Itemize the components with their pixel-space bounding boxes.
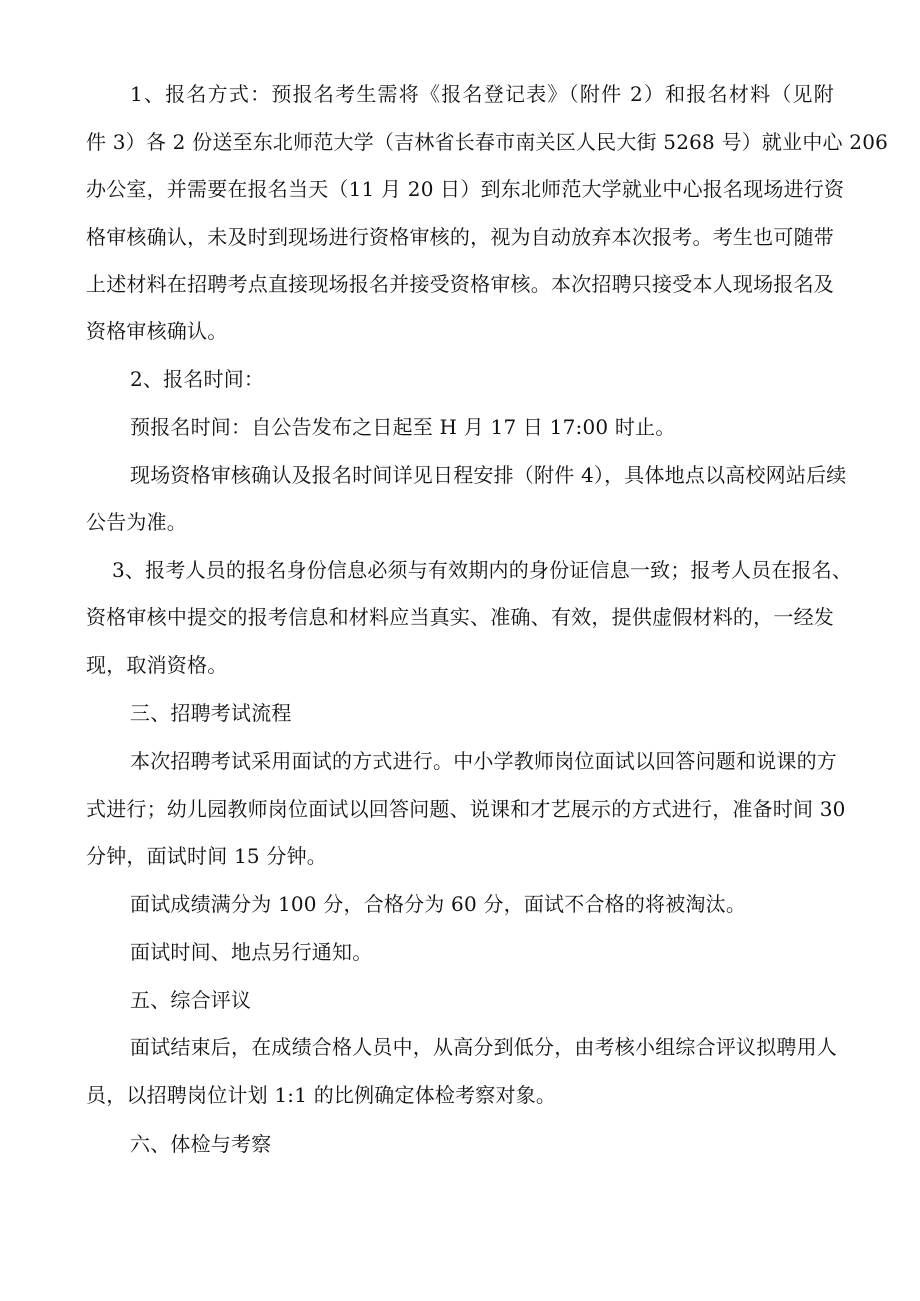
text-line: 面试成绩满分为 100 分，合格分为 60 分，面试不合格的将被淘汰。: [130, 892, 747, 916]
text-line: 资格审核确认。: [86, 319, 228, 343]
text-line: 件 3）各 2 份送至东北师范大学（吉林省长春市南关区人民大街 5268 号）就业中心 206: [86, 130, 889, 154]
text-line: 现场资格审核确认及报名时间详见日程安排（附件 4），具体地点以高校网站后续: [130, 463, 847, 487]
text-line: 员，以招聘岗位计划 1:1 的比例确定体检考察对象。: [86, 1083, 557, 1107]
section-heading: 六、体检与考察: [130, 1132, 272, 1156]
section-heading: 三、招聘考试流程: [130, 701, 292, 725]
text-line: 公告为准。: [86, 510, 187, 534]
text-line: 面试时间、地点另行通知。: [130, 940, 373, 964]
text-line: 现，取消资格。: [86, 653, 228, 677]
text-line: 预报名时间：自公告发布之日起至 H 月 17 日 17:00 时止。: [130, 415, 676, 439]
text-line: 1、报名方式：预报名考生需将《报名登记表》（附件 2）和报名材料（见附: [130, 82, 834, 106]
text-line: 格审核确认，未及时到现场进行资格审核的，视为自动放弃本次报考。考生也可随带: [86, 225, 834, 249]
text-line: 面试结束后，在成绩合格人员中，从高分到低分，由考核小组综合评议拟聘用人: [130, 1035, 837, 1059]
text-line: 式进行；幼儿园教师岗位面试以回答问题、说课和才艺展示的方式进行，准备时间 30: [86, 797, 846, 821]
text-line: 分钟，面试时间 15 分钟。: [86, 844, 327, 868]
text-line: 上述材料在招聘考点直接现场报名并接受资格审核。本次招聘只接受本人现场报名及: [86, 272, 834, 296]
text-line: 2、报名时间：: [130, 367, 265, 391]
section-heading: 五、综合评议: [130, 988, 252, 1012]
text-line: 3、报考人员的报名身份信息必须与有效期内的身份证信息一致；报考人员在报名、: [112, 558, 853, 582]
text-line: 本次招聘考试采用面试的方式进行。中小学教师岗位面试以回答问题和说课的方: [130, 749, 837, 773]
text-line: 资格审核中提交的报考信息和材料应当真实、准确、有效，提供虚假材料的，一经发: [86, 605, 834, 629]
text-line: 办公室，并需要在报名当天（11 月 20 日）到东北师范大学就业中心报名现场进行资: [86, 177, 845, 201]
